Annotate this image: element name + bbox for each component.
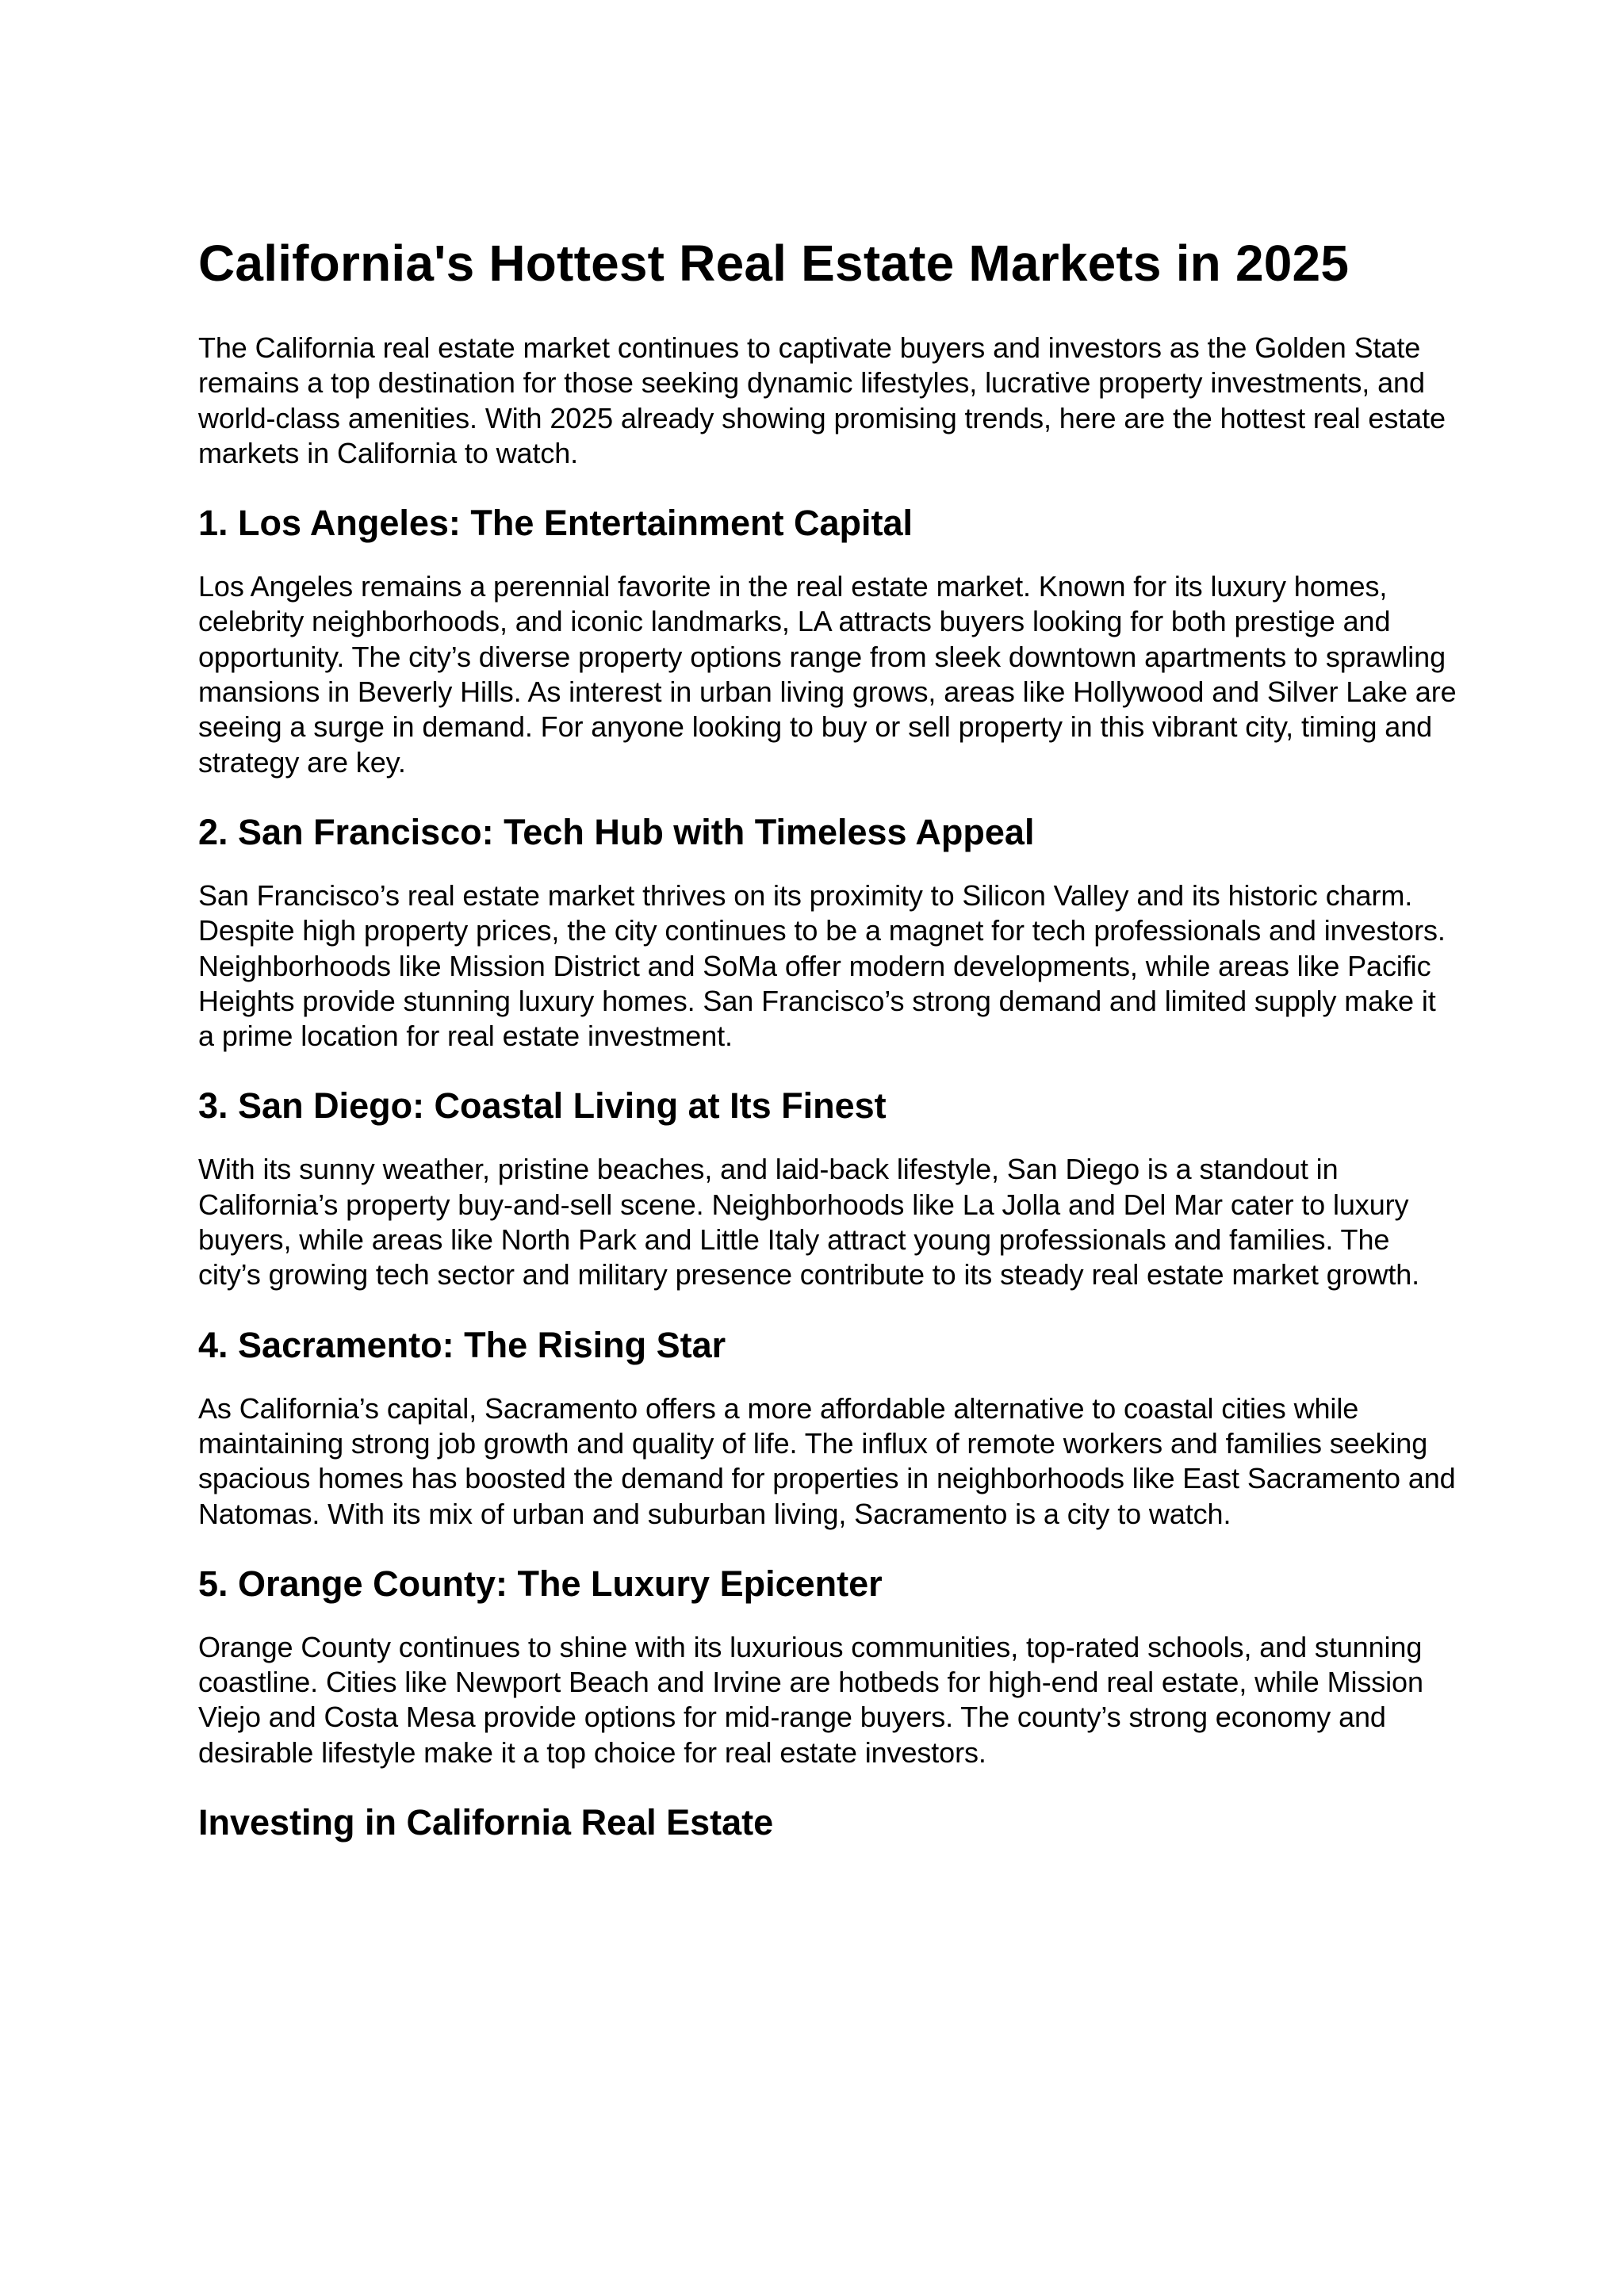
section-heading-san-francisco: 2. San Francisco: Tech Hub with Timeless Appeal — [198, 811, 1035, 852]
section-body-san-diego: With its sunny weather, pristine beaches, and laid-back lifestyle, San Diego is a standout in California’s property buy-and-sell scene. Neighborhoods like La Jolla and Del Mar cater to luxury buyers, while areas like North Park and Little Italy attract young professionals and families. The city’s growing tech sector and military presence contribute to its steady real estate market growth. — [198, 1153, 1420, 1292]
document-page — [198, 230, 1459, 1869]
section-body-sacramento: As California’s capital, Sacramento offers a more affordable alternative to coastal cities while maintaining strong job growth and quality of life. The influx of remote workers and families seeking spacious homes has boosted the demand for properties in neighborhoods like East Sacramento and Natomas. With its mix of urban and suburban living, Sacramento is a city to watch. — [198, 1391, 1456, 1530]
section-heading-los-angeles: 1. Los Angeles: The Entertainment Capital — [198, 503, 913, 544]
section-heading-orange-county: 5. Orange County: The Luxury Epicenter — [198, 1563, 883, 1604]
section-body-orange-county: Orange County continues to shine with its luxurious communities, top-rated schools, and stunning coastline. Cities like Newport Beach and Irvine are hotbeds for high-end real estate, while Mission Viejo and Costa Mesa provide options for mid-range buyers. The county’s strong economy and desirable lifestyle make it a top choice for real estate investors. — [198, 1630, 1423, 1769]
intro-paragraph: The California real estate market continues to captivate buyers and investors as the Golden State remains a top destination for those seeking dynamic lifestyles, lucrative property investments, and world-class amenities. With 2025 already showing promising trends, here are the hottest real estate markets in California to watch. — [198, 331, 1446, 469]
section-heading-sacramento: 4. Sacramento: The Rising Star — [198, 1324, 726, 1365]
page-title: California's Hottest Real Estate Markets in 2025 — [198, 235, 1350, 292]
section-body-san-francisco: San Francisco’s real estate market thrives on its proximity to Silicon Valley and its historic charm. Despite high property prices, the city continues to be a magnet for tech professionals and investors. Neighborhoods like Mission District and SoMa offer modern developments, while areas like Pacific Heights provide stunning luxury homes. San Francisco’s strong demand and limited supply make it a prime location for real estate investment. — [198, 878, 1446, 1053]
section-body-los-angeles: Los Angeles remains a perennial favorite in the real estate market. Known for its luxury homes, celebrity neighborhoods, and iconic landmarks, LA attracts buyers looking for both prestige and opportunity. The city’s diverse property options range from sleek downtown apartments to sprawling mansions in Beverly Hills. As interest in urban living grows, areas like Hollywood and Silver Lake are seeing a surge in demand. For anyone looking to buy or sell property in this vibrant city, timing and strategy are key. — [198, 570, 1457, 779]
section-heading-san-diego: 3. San Diego: Coastal Living at Its Finest — [198, 1085, 887, 1127]
section-heading-investing: Investing in California Real Estate — [198, 1802, 774, 1843]
